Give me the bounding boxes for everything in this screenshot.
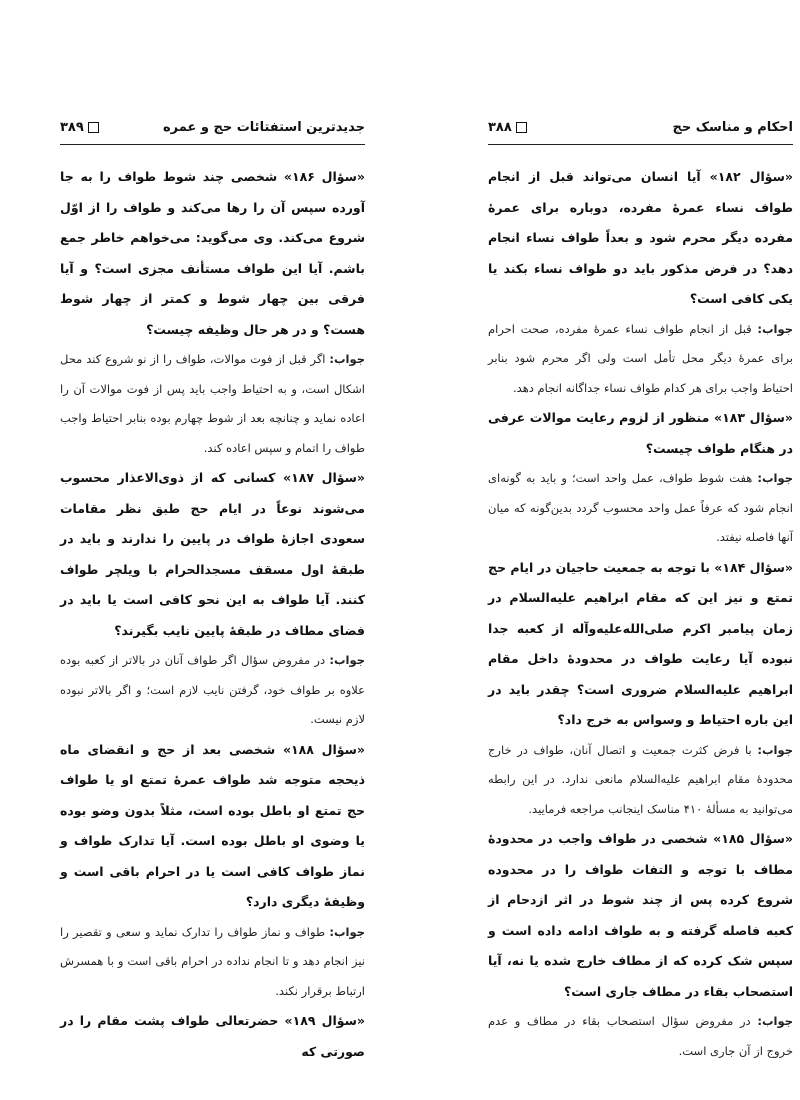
answer bbox=[488, 736, 793, 825]
answer-label: جواب: bbox=[757, 321, 793, 336]
answer-label: جواب: bbox=[329, 924, 365, 939]
answer-text: با فرض کثرت جمعیت و اتصال آنان، طواف در خارج محدودهٔ مقام ابراهیم علیه‌السلام مانعی ندارد. در این رابطه می‌توانید به مسألهٔ ۴۱۰ مناسک اینجانب مراجعه فرمایید. bbox=[488, 742, 793, 816]
answer-label: جواب: bbox=[757, 1014, 793, 1028]
left-page-header bbox=[60, 118, 365, 145]
question: «سؤال ۱۸۵» شخصی در طواف واجب در محدودهٔ مطاف با توجه و التفات طواف را در محدوده شروع کرده پس از چند شوط در اثر ازدحام از کعبه فاصله گرفته و به طواف ادامه داده است و سپس شک کرده که از مطاف خارج شده یا نه، آیا استصحاب بقاء در مطاف جاری است؟ bbox=[488, 831, 793, 999]
answer bbox=[60, 345, 365, 463]
question: «سؤال ۱۸۴» با توجه به جمعیت حاجیان در ایام حج تمتع و نیز این که مقام ابراهیم علیه‌السلام در زمان پیامبر اکرم صلی‌الله‌علیه‌وآله از کعبه جدا نبوده آیا رعایت طواف در محدودهٔ داخل مقام ابراهیم علیه‌السلام ضروری است؟ چقدر باید در این باره احتیاط و وسواس به خرج داد؟ bbox=[488, 559, 794, 727]
answer bbox=[488, 464, 793, 553]
question: «سؤال ۱۸۷» کسانی که از ذوی‌الاعذار محسوب می‌شوند نوعاً در ایام حج طبق نظر مقامات سعودی اجازهٔ طواف در پایین را ندارند و باید در طبقهٔ اول مسقف مسجدالحرام با ویلچر طواف کنند. آیا طواف به این نحو کافی است یا باید در فضای مطاف در طبقهٔ پایین نایب بگیرند؟ bbox=[60, 470, 366, 638]
answer-text: در مفروض سؤال استصحاب بقاء در مطاف و عدم خروج از آن جاری است. bbox=[488, 1014, 793, 1058]
right-running-title: احکام و مناسک حج bbox=[672, 120, 793, 135]
right-page-number-value: ۳۸۸ bbox=[488, 120, 512, 135]
question: «سؤال ۱۸۲» آیا انسان می‌تواند قبل از انجام طواف نساء عمرهٔ مفرده، دوباره برای عمرهٔ مفرده دیگر محرم شود و بعداً طواف نساء انجام دهد؟ در فرض مذکور باید دو طواف نساء بکند یا یکی کافی است؟ bbox=[488, 169, 794, 306]
answer-text: قبل از انجام طواف نساء عمرهٔ مفرده، صحت احرام برای عمرهٔ دیگر محل تأمل است ولی اگر محرم شود بنابر احتیاط واجب برای هر کدام طواف نساء جداگانه انجام دهد. bbox=[488, 321, 793, 395]
left-running-title: جدیدترین استفتائات حج و عمره bbox=[162, 120, 365, 135]
answer-text: طواف و نماز طواف را تدارک نماید و سعی و تقصیر را نیز انجام دهد و تا انجام نداده در احرام باقی است و با همسرش ارتباط برقرار نکند. bbox=[60, 924, 365, 998]
answer-label: جواب: bbox=[329, 352, 365, 366]
answer-text: در مفروض سؤال اگر طواف آنان در بالاتر از کعبه بوده علاوه بر طواف خود، گرفتن نایب لازم است؛ و اگر بالاتر نبوده لازم نیست. bbox=[60, 653, 365, 726]
right-page-body bbox=[488, 162, 793, 1066]
answer-label: جواب: bbox=[329, 653, 365, 667]
question: «سؤال ۱۸۹» حضرتعالی طواف پشت مقام را در صورتی که bbox=[60, 1013, 365, 1059]
question: «سؤال ۱۸۳» منظور از لزوم رعایت موالات عرفی در هنگام طواف چیست؟ bbox=[488, 410, 793, 456]
answer-label: جواب: bbox=[757, 471, 793, 485]
answer bbox=[60, 646, 365, 735]
answer-label: جواب: bbox=[757, 742, 793, 757]
left-page-body bbox=[60, 162, 365, 1067]
answer bbox=[488, 315, 793, 404]
right-page-header bbox=[488, 118, 793, 145]
right-page-number bbox=[488, 120, 527, 135]
answer bbox=[488, 1007, 793, 1066]
question: «سؤال ۱۸۶» شخصی چند شوط طواف را به جا آورده سپس آن را رها می‌کند و طواف را از اوّل شروع می‌کند. وی می‌گوید: می‌خواهم خاطر جمع باشم. آیا این طواف مستأنف مجزی است؟ و آیا فرقی بین چهار شوط و کمتر از چهار شوط هست؟ و در هر حال وظیفه چیست؟ bbox=[60, 169, 366, 337]
answer-text: هفت شوط طواف، عمل واحد است؛ و باید به گونه‌ای انجام شود که عرفاً عمل واحد محسوب گردد بدین‌گونه که میان آنها فاصله نیفتد. bbox=[488, 471, 793, 544]
answer-text: اگر قبل از فوت موالات، طواف را از نو شروع کند محل اشکال است، و به احتیاط واجب باید پس از فوت موالات آن را اعاده نماید و چنانچه بعد از شوط چهارم بوده بنابر احتیاط واجب طواف را اتمام و سپس اعاده کند. bbox=[60, 352, 365, 455]
left-page-number bbox=[60, 120, 99, 135]
question: «سؤال ۱۸۸» شخصی بعد از حج و انقضای ماه ذیحجه متوجه شد طواف عمرهٔ تمتع او یا طواف حج تمتع او باطل بوده است، مثلاً بدون وضو بوده یا وضوی او باطل بوده است. آیا تدارک طواف و نماز طواف کافی است یا در احرام باقی است و وظیفهٔ دیگری دارد؟ bbox=[60, 741, 365, 909]
answer bbox=[60, 918, 365, 1007]
square-marker-icon bbox=[516, 122, 527, 133]
square-marker-icon bbox=[88, 122, 99, 133]
left-page-number-value: ۳۸۹ bbox=[60, 120, 84, 135]
